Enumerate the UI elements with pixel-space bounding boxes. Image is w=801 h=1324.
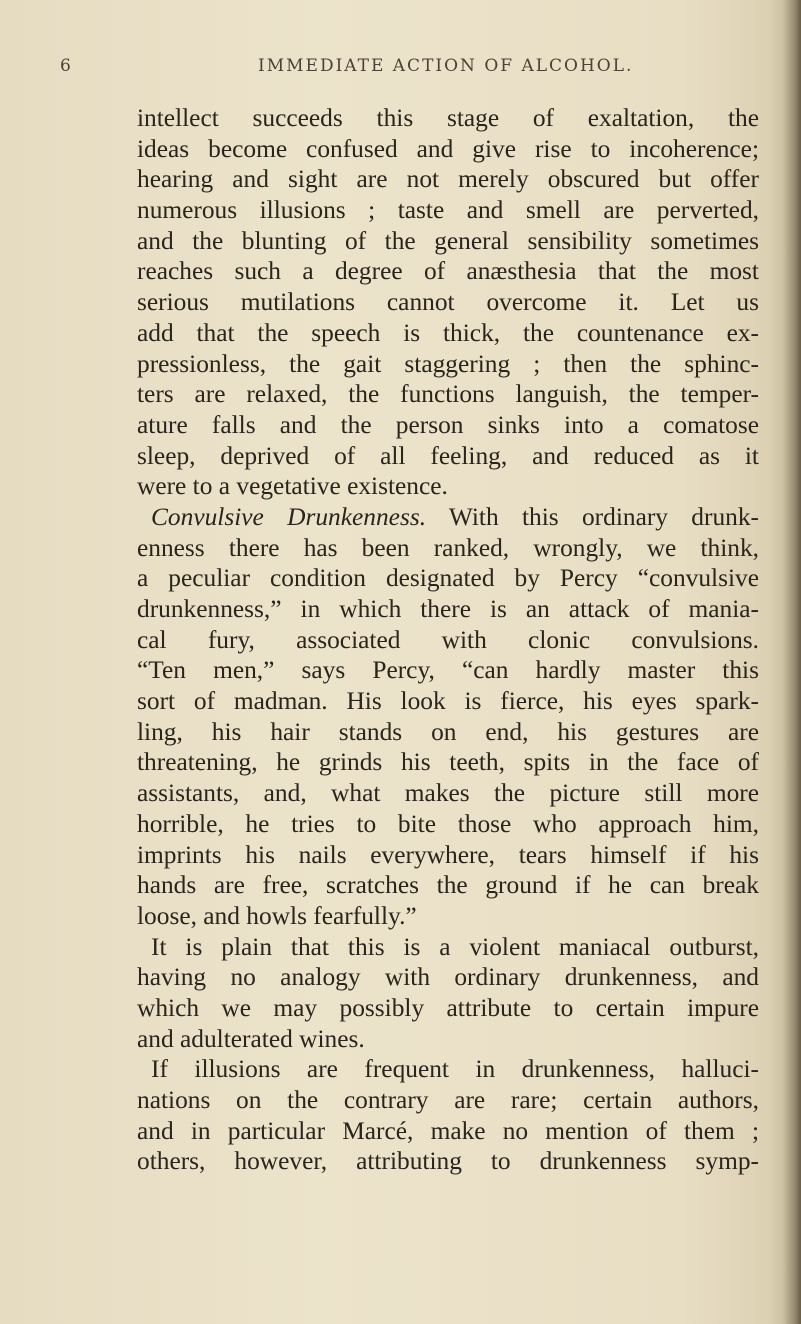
text-line: serious mutilations cannot overcome it. Let us	[137, 288, 759, 317]
text-line: which we may possibly attribute to certain impure	[137, 993, 759, 1022]
text-line: ling, his hair stands on end, his gestures are	[137, 717, 759, 746]
text-line: hearing and sight are not merely obscured but offer	[137, 165, 759, 194]
text-line: threatening, he grinds his teeth, spits in the face of	[137, 748, 759, 777]
text-line: hands are free, scratches the ground if he can break	[137, 871, 759, 900]
text-line: numerous illusions ; taste and smell are perverted,	[137, 196, 759, 225]
page-number: 6	[60, 56, 73, 76]
text-line: imprints his nails everywhere, tears himself if his	[137, 840, 759, 869]
text-line: a peculiar condition designated by Percy “convulsive	[137, 564, 759, 593]
text-line: “Ten men,” says Percy, “can hardly master this	[137, 656, 759, 685]
text-fragment: With this ordinary drunk-	[426, 502, 760, 531]
body-text	[137, 103, 759, 1177]
page-header	[60, 56, 740, 86]
text-line: cal fury, associated with clonic convulsions.	[137, 625, 759, 654]
text-line: assistants, and, what makes the picture still more	[137, 779, 759, 808]
page-edge-shadow	[783, 0, 801, 1324]
text-line: ideas become confused and give rise to incoherence;	[137, 134, 759, 163]
text-line: and adulterated wines.	[137, 1024, 365, 1053]
text-line: horrible, he tries to bite those who approach him,	[137, 809, 759, 838]
text-line: were to a vegetative existence.	[137, 472, 448, 501]
text-line: ters are relaxed, the functions languish, the temper-	[137, 380, 759, 409]
text-line: sleep, deprived of all feeling, and reduced as it	[137, 441, 759, 470]
text-line: sort of madman. His look is fierce, his eyes spark-	[137, 687, 759, 716]
text-line: others, however, attributing to drunkenness symp-	[137, 1147, 759, 1176]
text-line: and in particular Marcé, make no mention of them ;	[137, 1116, 759, 1145]
text-line: reaches such a degree of anæsthesia that the most	[137, 257, 759, 286]
text-line: If illusions are frequent in drunkenness, halluci-	[151, 1055, 759, 1084]
text-line: pressionless, the gait staggering ; then the sphinc-	[137, 349, 759, 378]
text-line: It is plain that this is a violent maniacal outburst,	[151, 932, 759, 961]
text-line: intellect succeeds this stage of exaltation, the	[137, 104, 759, 132]
section-heading: Convulsive Drunkenness.	[151, 502, 427, 531]
text-line: loose, and howls fearfully.”	[137, 901, 417, 930]
text-line: drunkenness,” in which there is an attack of mania-	[137, 595, 759, 623]
text-line: nations on the contrary are rare; certain authors,	[137, 1086, 759, 1114]
text-line	[137, 502, 759, 533]
text-line: add that the speech is thick, the countenance ex-	[137, 318, 759, 347]
running-head: IMMEDIATE ACTION OF ALCOHOL.	[258, 56, 634, 76]
text-line: enness there has been ranked, wrongly, we think,	[137, 533, 759, 562]
text-line: having no analogy with ordinary drunkenness, and	[137, 963, 759, 992]
text-line: and the blunting of the general sensibility sometimes	[137, 226, 759, 255]
text-line: ature falls and the person sinks into a comatose	[137, 410, 759, 439]
